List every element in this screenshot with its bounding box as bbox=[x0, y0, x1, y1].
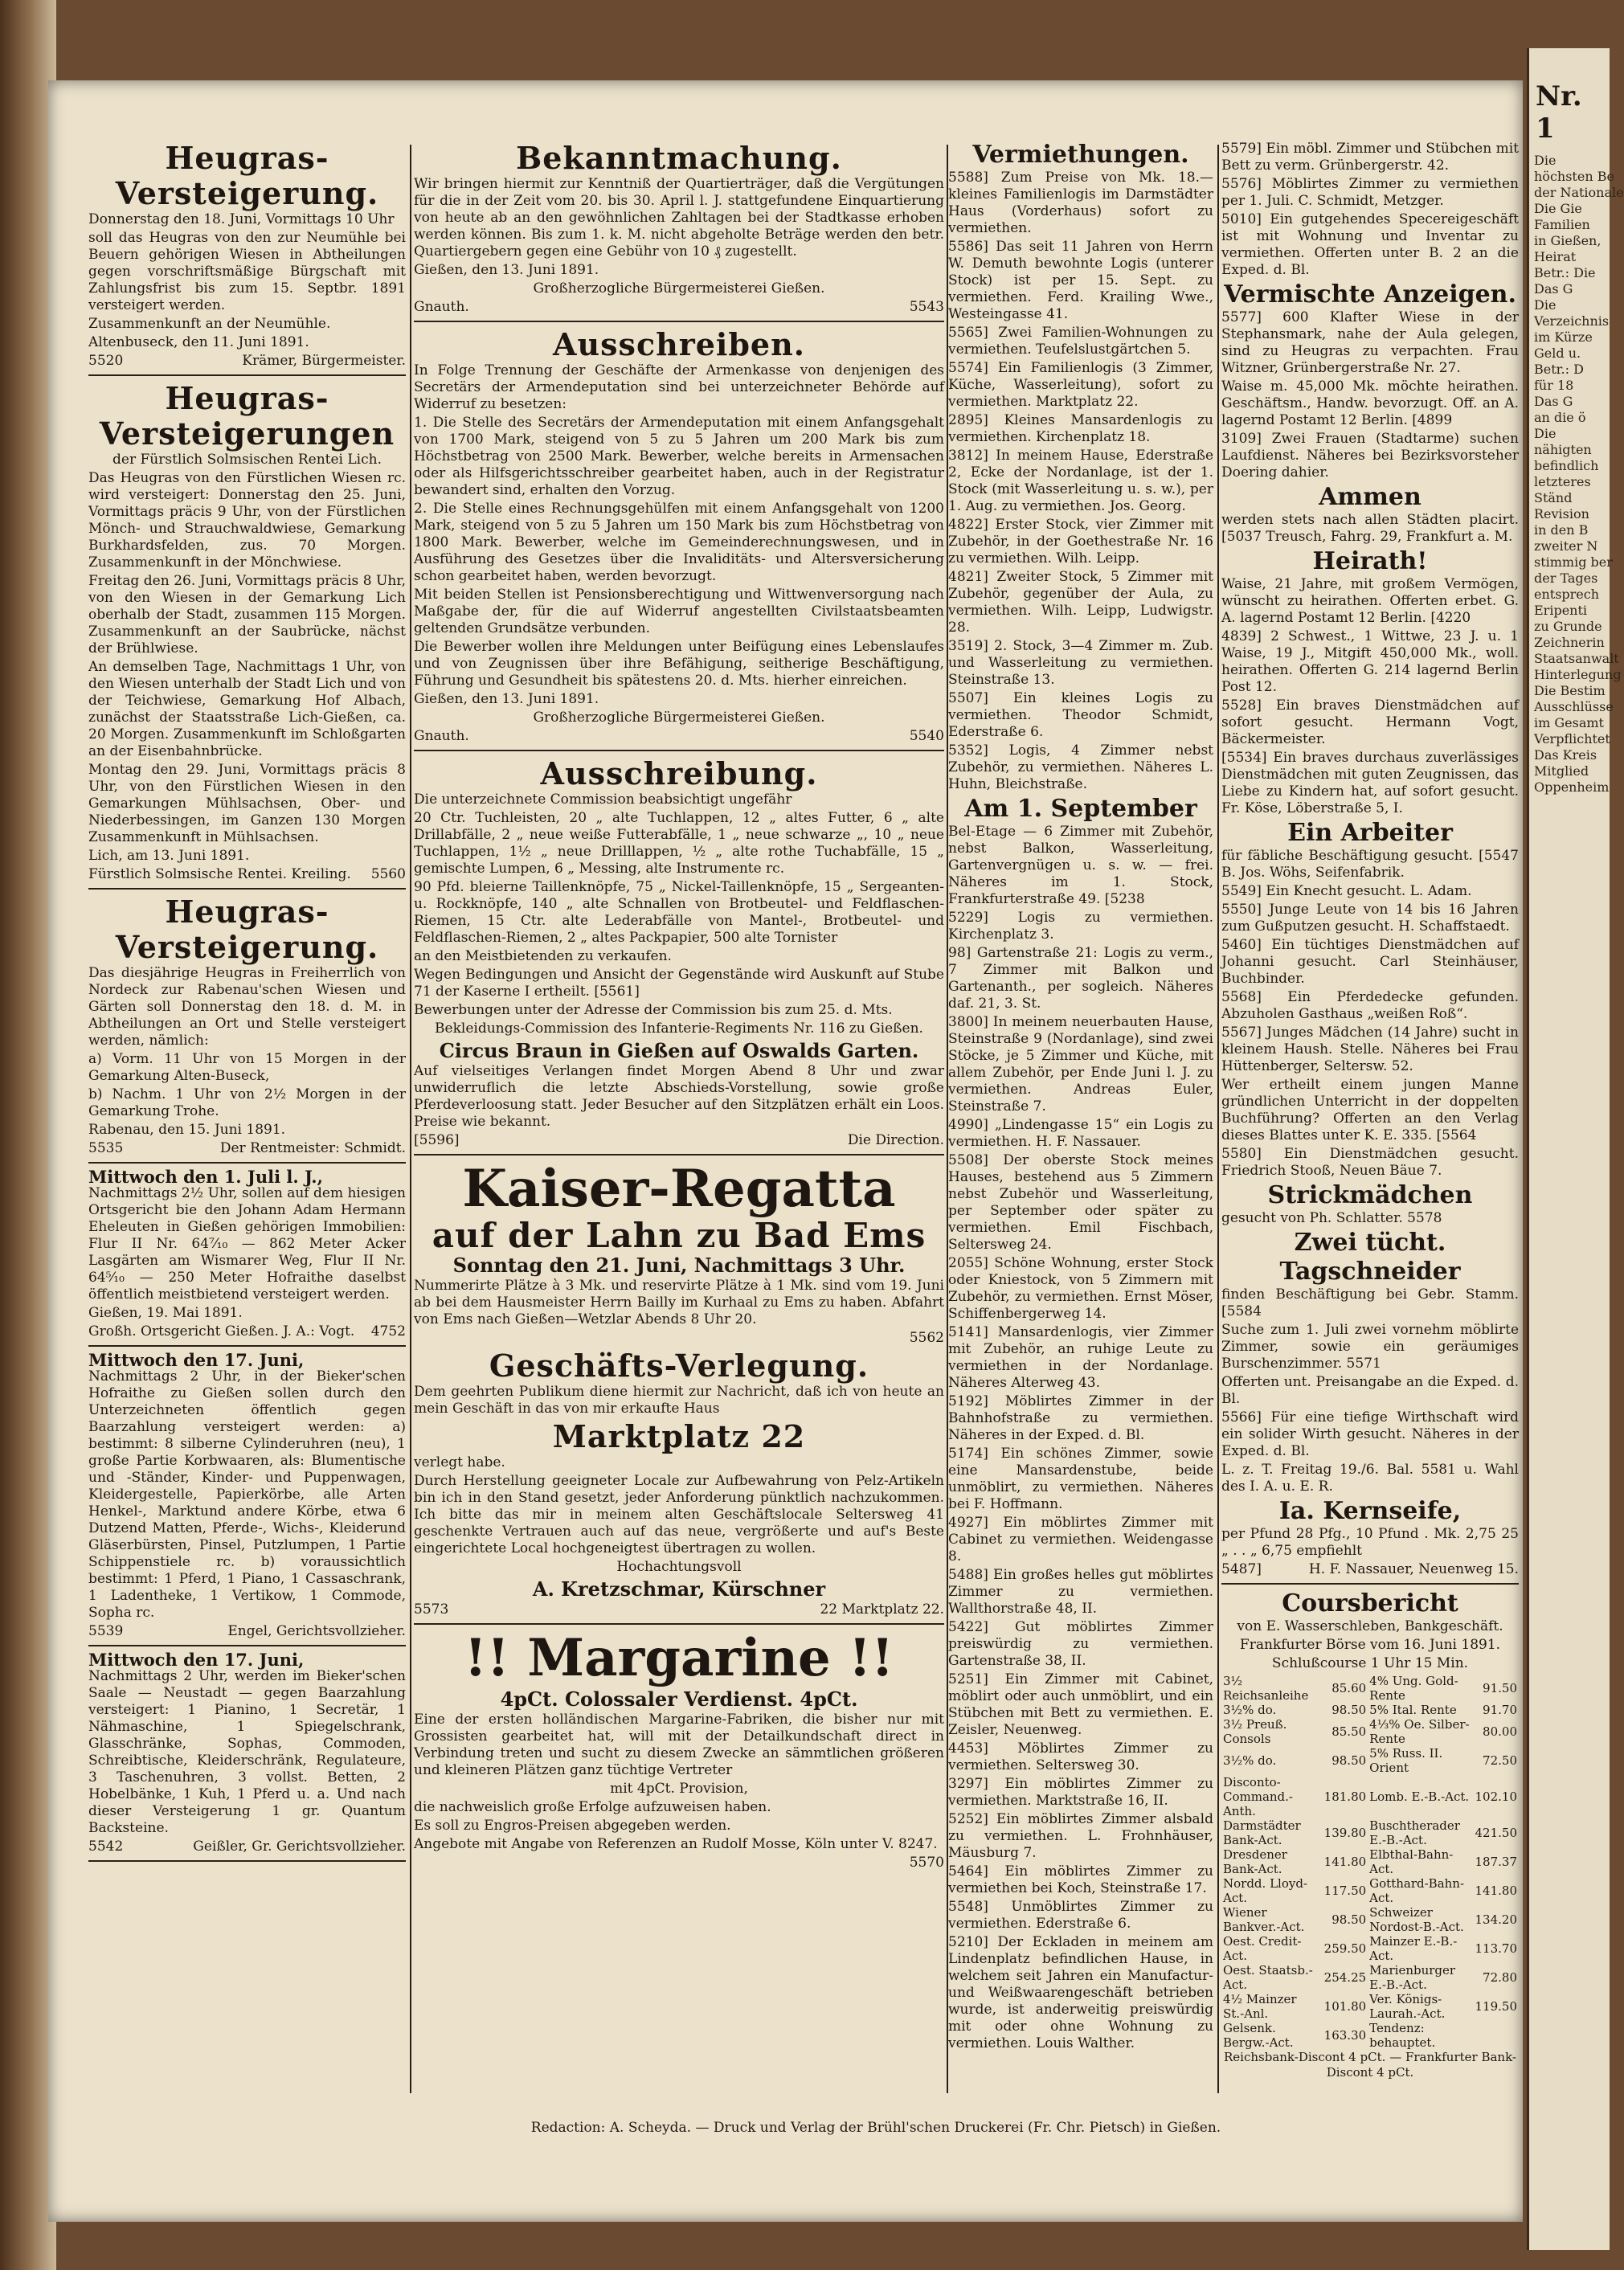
ad-separator bbox=[88, 1860, 406, 1862]
facing-page-line: Mitglied bbox=[1534, 763, 1589, 779]
coursbericht-cell: 85.60 bbox=[1332, 1681, 1367, 1695]
ad-date-heading: Mittwoch den 17. Juni, bbox=[88, 1350, 305, 1370]
ad-heading: Ia. Kernseife, bbox=[1278, 1497, 1462, 1525]
ad-heading: Ausschreiben. bbox=[553, 326, 805, 362]
coursbericht-row bbox=[1221, 1905, 1519, 1934]
ad-paragraph: b) Nachm. 1 Uhr von 2½ Morgen in der Gemarkung Trohe. bbox=[88, 1086, 406, 1119]
ad-paragraph: an den Meistbietenden zu verkaufen. bbox=[414, 948, 672, 964]
coursbericht-cell: Ver. Königs-Laurah.-Act. bbox=[1369, 1992, 1446, 2021]
ad-signature-left: Fürstlich Solmsische Rentei. Kreiling. bbox=[88, 866, 351, 882]
ad-signature-right: Krämer, Bürgermeister. bbox=[242, 353, 406, 369]
ad-paragraph: 5565] Zwei Familien-Wohnungen zu vermiethen. Teufelslustgärtchen 5. bbox=[948, 325, 1213, 358]
ad-paragraph: Gießen, den 13. Juni 1891. bbox=[414, 262, 599, 278]
ad-paragraph: 4927] Ein möblirtes Zimmer mit Cabinet zu vermiethen. Weidengasse 8. bbox=[948, 1515, 1213, 1564]
ad-paragraph: 4822] Erster Stock, vier Zimmer mit Zubehör, in der Goethestraße Nr. 16 zu vermiethen. Wilh. Leipp. bbox=[948, 517, 1213, 566]
ad-paragraph: 5141] Mansardenlogis, vier Zimmer mit Zubehör, an ruhige Leute zu vermiethen in der Nordanlage. Näheres Alterweg 43. bbox=[948, 1324, 1213, 1391]
ad-line: Großherzogliche Bürgermeisterei Gießen. bbox=[533, 710, 825, 726]
column-rule bbox=[1217, 145, 1219, 2093]
ad-heading: Strickmädchen bbox=[1267, 1181, 1473, 1209]
ad-separator bbox=[1221, 1583, 1519, 1585]
coursbericht-table bbox=[1221, 1674, 1519, 2050]
ad-paragraph: L. z. T. Freitag 19./6. Bal. 5581 u. Wahl des I. A. u. E. R. bbox=[1221, 1462, 1519, 1495]
ad-paragraph: 5210] Der Eckladen in meinem am Lindenplatz befindlichen Hause, in welchem seit Jahren ein Manufactur- und Weißwaarengeschäft betrieben wurde, ist anderweitig preiswürdig mit oder ohne Wohnung zu vermiethen. Louis Walther. bbox=[948, 1934, 1213, 2051]
coursbericht-cell: Marienburger E.-B.-Act. bbox=[1369, 1963, 1456, 1992]
ad-separator bbox=[414, 1154, 944, 1155]
column-2 bbox=[414, 141, 944, 1873]
ad-paragraph: 5251] Ein Zimmer mit Cabinet, möblirt oder auch unmöblirt, und ein Stübchen mit Bett zu vermiethen. E. Zeisler, Neuenweg. bbox=[948, 1671, 1213, 1738]
ad-separator bbox=[88, 1345, 406, 1347]
ad-signature-right: Engel, Gerichtsvollzieher. bbox=[227, 1623, 406, 1639]
coursbericht-cell: Dresdener Bank-Act. bbox=[1223, 1847, 1287, 1876]
coursbericht-discount: Reichsbank-Discont 4 pCt. — Frankfurter Bank-Discont 4 pCt. bbox=[1224, 2050, 1516, 2080]
ad-paragraph: 3297] Ein möblirtes Zimmer zu vermiethen. Marktstraße 16, II. bbox=[948, 1776, 1213, 1809]
ad-paragraph: Nachmittags 2 Uhr, werden im Bieker'schen Saale — Neustadt — gegen Baarzahlung versteigert: 1 Pianino, 1 Secretär, 1 Nähmaschine, 1 Spiegelschrank, Glasschränke, Sophas, Commoden, Schreibtische, Kleiderschränk, Regulateure, 3 Taschenuhren, 3 vollst. Betten, 2 Hobelbänke, 1 Kuh, 1 Pferd u. a. Und nach dieser Versteigerung 1 gr. Quantum Backsteine. bbox=[88, 1668, 406, 1836]
coursbericht-cell: 85.50 bbox=[1332, 1724, 1367, 1739]
facing-page-line: Das G bbox=[1534, 394, 1573, 409]
facing-page-line: Ständ bbox=[1534, 490, 1573, 505]
facing-page-line: für 18 bbox=[1534, 378, 1574, 393]
ad-signature-right: 22 Marktplatz 22. bbox=[820, 1601, 944, 1618]
coursbericht-cell: Schweizer Nordost-B.-Act. bbox=[1369, 1905, 1464, 1934]
ad-paragraph: 5550] Junge Leute von 14 bis 16 Jahren zum Gußputzen gesucht. H. Schaffstaedt. bbox=[1221, 902, 1519, 935]
coursbericht-cell: 101.80 bbox=[1323, 1999, 1367, 2014]
ad-number: 5570 bbox=[909, 1855, 944, 1871]
facing-page-line: letzteres bbox=[1534, 474, 1591, 489]
facing-page-line: stimmig ber bbox=[1534, 554, 1613, 570]
ad-signature-row bbox=[88, 1623, 406, 1640]
ad-paragraph: Altenbuseck, den 11. Juni 1891. bbox=[88, 334, 309, 350]
coursbericht-cell: Nordd. Lloyd-Act. bbox=[1223, 1876, 1307, 1905]
coursbericht-cell: Elbthal-Bahn-Act. bbox=[1369, 1847, 1454, 1876]
ad-separator bbox=[414, 321, 944, 322]
ad-paragraph: An demselben Tage, Nachmittags 1 Uhr, von den Wiesen unterhalb der Stadt Lich und von der Teichwiese, Gemarkung Hof Albach, zunächst der Staatsstraße Lich-Gießen, ca. 20 Morgen. Zusammenkunft im Schloßgarten an der Eisenbahnbrücke. bbox=[88, 659, 406, 759]
facing-page-line: Betr.: Die bbox=[1534, 265, 1596, 280]
ad-paragraph: 5010] Ein gutgehendes Specereigeschäft ist mit Wohnung und Inventar zu vermiethen. Offerten unter B. 2 an die Exped. d. Bl. bbox=[1221, 211, 1519, 278]
facing-page-line: Das Kreis bbox=[1534, 747, 1597, 763]
ad-line: Großherzogliche Bürgermeisterei Gießen. bbox=[533, 280, 825, 297]
ad-separator bbox=[414, 750, 944, 751]
facing-page-number: Nr. 1 bbox=[1536, 80, 1582, 145]
ad-heading: Bekanntmachung. bbox=[516, 140, 842, 176]
coursbericht-cell bbox=[1473, 2021, 1519, 2050]
ad-paragraph: 5507] Ein kleines Logis zu vermiethen. Theodor Schmidt, Ederstraße 6. bbox=[948, 690, 1213, 740]
facing-page-line: nähigten bbox=[1534, 442, 1592, 457]
facing-page-line: Geld u. bbox=[1534, 346, 1581, 361]
coursbericht-row bbox=[1221, 1847, 1519, 1876]
facing-page-line: Die Gie bbox=[1534, 201, 1582, 216]
ad-paragraph: 3519] 2. Stock, 3—4 Zimmer m. Zub. und Wasserleitung zu vermiethen. Steinstraße 13. bbox=[948, 638, 1213, 688]
coursbericht-cell: 259.50 bbox=[1323, 1941, 1367, 1956]
ad-signature-left: Gnauth. bbox=[414, 299, 469, 315]
ad-signature-row bbox=[414, 1601, 944, 1618]
ad-paragraph: verlegt habe. bbox=[414, 1454, 505, 1470]
ad-paragraph: 5464] Ein möblirtes Zimmer zu vermiethen bei Koch, Steinstraße 17. bbox=[948, 1863, 1213, 1896]
facing-page-line: Verpflichtet bbox=[1534, 731, 1610, 746]
coursbericht-cell: 3½ Reichsanleihe bbox=[1223, 1674, 1309, 1703]
coursbericht-cell: 163.30 bbox=[1323, 2028, 1367, 2043]
facing-page-line: in Gießen, bbox=[1534, 233, 1602, 248]
ad-paragraph: 5460] Ein tüchtiges Dienstmädchen auf Johanni gesucht. Carl Steinhäuser, Buchbinder. bbox=[1221, 937, 1519, 987]
coursbericht-cell: Gelsenk. Bergw.-Act. bbox=[1223, 2021, 1294, 2050]
ad-signature-row bbox=[414, 728, 944, 745]
ad-paragraph: 5528] Ein braves Dienstmädchen auf sofort gesucht. Hermann Vogt, Bäckermeister. bbox=[1221, 697, 1519, 747]
coursbericht-cell: 5% Ital. Rente bbox=[1369, 1703, 1457, 1717]
ad-paragraph: 3109] Zwei Frauen (Stadtarme) suchen Laufdienst. Näheres bei Bezirksvorsteher Doering dahier. bbox=[1221, 431, 1519, 481]
coursbericht-cell: 3½% do. bbox=[1223, 1753, 1277, 1768]
ad-subheading: Circus Braun in Gießen auf Oswalds Garten. bbox=[439, 1039, 919, 1062]
ad-paragraph: Waise, 21 Jahre, mit großem Vermögen, wünscht zu heirathen. Offerten erbet. G. A. lagernd Postamt 12 Berlin. [4220 bbox=[1221, 576, 1519, 626]
ad-signature-right: 4752 bbox=[370, 1323, 406, 1340]
ad-signature-right: 5560 bbox=[370, 866, 406, 882]
coursbericht-cell: 102.10 bbox=[1475, 1789, 1517, 1804]
ad-heading: Heugras-Versteigerungen bbox=[99, 380, 395, 452]
ad-signature-left: 5535 bbox=[88, 1140, 124, 1156]
ad-paragraph: die nachweislich große Erfolge aufzuweisen haben. bbox=[414, 1799, 771, 1815]
ad-paragraph: 2055] Schöne Wohnung, erster Stock oder Kniestock, von 5 Zimmern mit Zubehör, zu vermiethen. Ernst Möser, Schiffenbergerweg 14. bbox=[948, 1255, 1213, 1322]
facing-page-line: Zeichnerin bbox=[1534, 635, 1605, 650]
ad-paragraph: 5192] Möblirtes Zimmer in der Bahnhofstraße zu vermiethen. Näheres in der Exped. d. Bl. bbox=[948, 1393, 1213, 1443]
facing-page-line: Die bbox=[1534, 297, 1557, 313]
ad-paragraph: In Folge Trennung der Geschäfte der Armenkasse von denjenigen des Secretärs der Armendeputation sind bei unterzeichneter Behörde auf Widerruf zu besetzen: bbox=[414, 362, 944, 412]
ad-separator bbox=[88, 374, 406, 376]
ad-paragraph: 20 Ctr. Tuchleisten, 20 „ alte Tuchlappen, 12 „ altes Futter, 6 „ alte Drillabfälle, 2 „ neue weiße Futterabfälle, 1 „ neue schwarze „, 10 „ neue Tuchlappen, 1½ „ neue Drilllappen, ½ „ alte rothe Tuchabfälle, 15 „ gemischte Lumpen, 6 „ Messing, alte Instrumente rc. bbox=[414, 810, 944, 877]
facing-page-line: in den B bbox=[1534, 522, 1589, 538]
ad-signature-left: [5596] bbox=[414, 1132, 460, 1148]
ad-paragraph: 5549] Ein Knecht gesucht. L. Adam. bbox=[1221, 883, 1472, 899]
ad-paragraph: 5422] Gut möblirtes Zimmer preiswürdig zu vermiethen. Gartenstraße 38, II. bbox=[948, 1619, 1213, 1669]
ad-signature-row bbox=[1221, 1561, 1519, 1578]
ad-heading: Ein Arbeiter bbox=[1287, 819, 1453, 847]
facing-page-line: Die Bestim bbox=[1534, 683, 1606, 698]
ad-paragraph: Gießen, den 13. Juni 1891. bbox=[414, 691, 599, 707]
facing-page-line: zu Grunde bbox=[1534, 619, 1602, 634]
ad-paragraph: Die Bewerber wollen ihre Meldungen unter Beifügung eines Lebenslaufes und von Zeugnissen über ihre Befähigung, seitherige Beschäftigung, Führung und Gesundheit bis spätestens 20. d. Mts. hierher einreichen. bbox=[414, 639, 944, 689]
ad-signature-row bbox=[88, 1323, 406, 1340]
ad-signature-row bbox=[88, 866, 406, 883]
coursbericht-cell: 187.37 bbox=[1475, 1855, 1517, 1869]
coursbericht-cell: 421.50 bbox=[1475, 1826, 1517, 1840]
coursbericht-row bbox=[1221, 1717, 1519, 1746]
ad-paragraph: 5580] Ein Dienstmädchen gesucht. Friedrich Stooß, Neuen Bäue 7. bbox=[1221, 1146, 1519, 1179]
ad-paragraph: 90 Pfd. bleierne Taillenknöpfe, 75 „ Nickel-Taillenknöpfe, 15 „ Sergeanten- u. Rockknöpfe, 140 „ alte Schnallen von Brotbeutel- und Feldflaschen-Riemen, 15 Ctr. alte Lederabfälle von Mantel-, Brotbeutel- und Feldflaschen-Riemen, 2 „ altes Packpapier, 500 alte Tornister bbox=[414, 879, 944, 946]
ad-date-heading: Mittwoch den 1. Juli l. J., bbox=[88, 1167, 323, 1187]
ad-line: von E. Wasserschleben, Bankgeschäft. bbox=[1237, 1618, 1503, 1634]
facing-page-line: an die ö bbox=[1534, 410, 1586, 425]
ad-signature-right: Der Rentmeister: Schmidt. bbox=[219, 1140, 406, 1156]
ad-line: Frankfurter Börse vom 16. Juni 1891. bbox=[1239, 1637, 1501, 1653]
ad-signature-left: 5542 bbox=[88, 1838, 124, 1855]
ad-paragraph: Das diesjährige Heugras in Freiherrlich von Nordeck zur Rabenau'schen Wiesen und Gärten soll Donnerstag den 18. d. M. in Abtheilungen an Ort und Stelle versteigert werden, nämlich: bbox=[88, 965, 406, 1049]
ad-signature-left: 5573 bbox=[414, 1601, 449, 1618]
facing-page-line: Ausschlüsse bbox=[1534, 699, 1614, 714]
ad-signature-row bbox=[88, 1140, 406, 1157]
coursbericht-cell: 5% Russ. II. Orient bbox=[1369, 1746, 1443, 1775]
coursbericht-row bbox=[1221, 2021, 1519, 2050]
ad-paragraph: 5567] Junges Mädchen (14 Jahre) sucht in kleinem Haush. Stelle. Näheres bei Frau Hüttenberger, Seltersw. 52. bbox=[1221, 1025, 1519, 1074]
ad-separator bbox=[414, 1623, 944, 1625]
ad-paragraph: 3800] In meinem neuerbauten Hause, Steinstraße 9 (Nordanlage), sind zwei Stöcke, je 5 Zimmer und Küche, mit allem Zubehör, per Ende Juni l. J. zu vermiethen. Andreas Euler, Steinstraße 7. bbox=[948, 1014, 1213, 1115]
ad-paragraph: 5508] Der oberste Stock meines Hauses, bestehend aus 5 Zimmern nebst Zubehör und Wasserleitung, per September oder später zu vermiethen. Emil Fischbach, Seltersweg 24. bbox=[948, 1152, 1213, 1253]
ad-paragraph: Es soll zu Engros-Preisen abgegeben werden. bbox=[414, 1818, 731, 1834]
ad-paragraph: Das Heugras von den Fürstlichen Wiesen rc. wird versteigert: Donnerstag den 25. Juni, Vormittags präcis 9 Uhr, von der Fürstlichen Mönch- und Strauchwaldwiese, Gemarkung Burkhardsfelden, zus. 70 Morgen. Zusammenkunft in der Mönchwiese. bbox=[88, 470, 406, 571]
coursbericht-cell: Oest. Staatsb.-Act. bbox=[1223, 1963, 1313, 1992]
ad-paragraph: Wir bringen hiermit zur Kenntniß der Quartierträger, daß die Vergütungen für die in der Zeit vom 20. bis 30. April l. J. stattgefundene Einquartierung von heute ab an den gewöhnlichen Zahltagen bei der Stadtkasse erhoben werden können. Bis zum 1. k. M. nicht abgeholte Beträge werden den betr. Quartiergebern gegen eine Gebühr von 10 ₰ zugestellt. bbox=[414, 176, 944, 260]
ad-paragraph: a) Vorm. 11 Uhr von 15 Morgen in der Gemarkung Alten-Buseck, bbox=[88, 1051, 406, 1084]
ad-paragraph: 5576] Möblirtes Zimmer zu vermiethen per 1. Juli. C. Schmidt, Metzger. bbox=[1221, 176, 1519, 209]
facing-page-line: im Kürze bbox=[1534, 329, 1593, 345]
facing-page-line: zweiter N bbox=[1534, 538, 1598, 554]
ad-heading: Heugras-Versteigerung. bbox=[115, 140, 379, 211]
ad-paragraph: 1. Die Stelle des Secretärs der Armendeputation mit einem Anfangsgehalt von 1700 Mark, steigend von 5 zu 5 Jahren um 200 Mark bis zum Höchstbetrag von 2500 Mark. Bewerber, welche bereits in Armensachen oder als Hilfsgerichtsschreiber gearbeitet haben, auch in der Registratur bewandert sind, erhalten den Vorzug. bbox=[414, 415, 944, 498]
ad-paragraph: per Pfund 28 Pfg., 10 Pfund . Mk. 2,75 25 „ . . „ 6,75 empfiehlt bbox=[1221, 1526, 1519, 1559]
ad-line: Bekleidungs-Commission des Infanterie-Regiments Nr. 116 zu Gießen. bbox=[435, 1020, 923, 1037]
ad-heading: Vermiethungen. bbox=[972, 141, 1189, 169]
facing-page-line: Das G bbox=[1534, 281, 1573, 297]
facing-page-line: entsprech bbox=[1534, 587, 1600, 602]
ad-paragraph: werden stets nach allen Städten placirt. [5037 Treusch, Fahrg. 29, Frankfurt a. M. bbox=[1221, 512, 1519, 545]
ad-separator bbox=[88, 1645, 406, 1646]
ad-paragraph: Donnerstag den 18. Juni, Vormittags 10 Uhr bbox=[88, 211, 395, 227]
ad-line: der Fürstlich Solmsischen Rentei Lich. bbox=[112, 452, 382, 468]
ad-heading-large: Kaiser-Regatta bbox=[462, 1159, 896, 1219]
column-4 bbox=[1221, 141, 1519, 2082]
coursbericht-cell: Mainzer E.-B.-Act. bbox=[1369, 1934, 1458, 1963]
ad-heading: Heugras-Versteigerung. bbox=[115, 894, 379, 965]
ad-paragraph: Lich, am 13. Juni 1891. bbox=[88, 848, 250, 864]
coursbericht-cell: 181.80 bbox=[1323, 1789, 1367, 1804]
coursbericht-cell: 4⅓% Oe. Silber-Rente bbox=[1369, 1717, 1470, 1746]
facing-page-line: Oppenheim bbox=[1534, 779, 1610, 795]
ad-heading: Geschäfts-Verlegung. bbox=[489, 1348, 869, 1384]
ad-separator bbox=[88, 1162, 406, 1164]
coursbericht-cell: 134.20 bbox=[1475, 1912, 1517, 1927]
ad-signature-row bbox=[414, 1132, 944, 1149]
ad-subheading: A. Kretzschmar, Kürschner bbox=[532, 1577, 826, 1601]
coursbericht-cell: 3½% do. bbox=[1223, 1703, 1277, 1717]
ad-heading: Heirath! bbox=[1312, 547, 1428, 575]
ad-signature-left: Großh. Ortsgericht Gießen. J. A.: Vogt. bbox=[88, 1323, 355, 1340]
coursbericht-cell: Oest. Credit-Act. bbox=[1223, 1934, 1302, 1963]
ad-paragraph: Nummerirte Plätze à 3 Mk. und reservirte Plätze à 1 Mk. sind vom 19. Juni ab bei dem Hausmeister Herrn Bailly im Kurhaal zu Ems zu haben. Abfahrt von Ems nach Gießen—Wetzlar Abends 8 Uhr 20. bbox=[414, 1278, 944, 1327]
facing-page-line: Familien bbox=[1534, 217, 1590, 232]
ad-signature-row bbox=[88, 353, 406, 370]
ad-subheading: Sonntag den 21. Juni, Nachmittags 3 Uhr. bbox=[452, 1254, 906, 1277]
ad-paragraph: Mit beiden Stellen ist Pensionsberechtigung und Wittwenversorgung nach Maßgabe der, für die auf Widerruf angestellten Civilstaatsbeamten geltenden Grundsätze verbunden. bbox=[414, 587, 944, 636]
coursbericht-cell: Wiener Bankver.-Act. bbox=[1223, 1905, 1305, 1934]
coursbericht-row bbox=[1221, 1674, 1519, 1703]
ad-paragraph: 4821] Zweiter Stock, 5 Zimmer mit Zubehör, gegenüber der Aula, zu vermiethen. Wilh. Leipp, Ludwigstr. 28. bbox=[948, 569, 1213, 636]
facing-page-line: Heirat bbox=[1534, 249, 1577, 264]
ad-line: mit 4pCt. Provision, bbox=[610, 1781, 748, 1797]
ad-paragraph: Wegen Bedingungen und Ansicht der Gegenstände wird Auskunft auf Stube 71 der Kaserne I ertheilt. [5561] bbox=[414, 967, 944, 1000]
ad-paragraph: Durch Herstellung geeigneter Locale zur Aufbewahrung von Pelz-Artikeln bin ich in den Stand gesetzt, jeder Anforderung pünktlich nachzukommen. Ich bitte das mir in meinem alten Geschäftslocale Seltersweg 41 geschenkte Vertrauen auch auf das neue, vergrößerte und auf's Beste eingerichtete Local hochgeneigtest übertragen zu wollen. bbox=[414, 1473, 944, 1556]
imprint-footer: Redaction: A. Scheyda. — Druck und Verlag der Brühl'schen Druckerei (Fr. Chr. Pietsch) in Gießen. bbox=[530, 2120, 1221, 2136]
ad-paragraph: 4990] „Lindengasse 15“ ein Logis zu vermiethen. H. F. Nassauer. bbox=[948, 1117, 1213, 1150]
ad-paragraph: 5488] Ein großes helles gut möblirtes Zimmer zu vermiethen. Wallthorstraße 48, II. bbox=[948, 1567, 1213, 1617]
coursbericht-row bbox=[1221, 1876, 1519, 1905]
ad-paragraph: Dem geehrten Publikum diene hiermit zur Nachricht, daß ich von heute an mein Geschäft in das von mir erkaufte Haus bbox=[414, 1384, 944, 1417]
ad-heading: Zwei tücht. Tagschneider bbox=[1279, 1229, 1461, 1286]
ad-heading: Vermischte Anzeigen. bbox=[1224, 280, 1516, 309]
facing-page-line: der Tages bbox=[1534, 571, 1598, 586]
ad-paragraph: Montag den 29. Juni, Vormittags präcis 8 Uhr, von den Fürstlichen Wiesen in den Gemarkungen Mühlsachsen, Ober- und Niederbessingen, im Ganzen 130 Morgen Zusammenkunft in Mühlsachsen. bbox=[88, 762, 406, 845]
ad-paragraph: 5352] Logis, 4 Zimmer nebst Zubehör, zu vermiethen. Näheres L. Huhn, Bleichstraße. bbox=[948, 742, 1213, 792]
coursbericht-row bbox=[1221, 1746, 1519, 1775]
facing-page-line: Betr.: D bbox=[1534, 362, 1584, 377]
ad-paragraph: 3812] In meinem Hause, Ederstraße 2, Ecke der Nordanlage, ist der 1. Stock (mit Wasserleitung u. s. w.), per 1. Aug. zu vermiethen. Jos. Georg. bbox=[948, 448, 1213, 514]
coursbericht-row bbox=[1221, 1703, 1519, 1717]
coursbericht-cell: 80.00 bbox=[1483, 1724, 1517, 1739]
ad-paragraph: Offerten unt. Preisangabe an die Exped. d. Bl. bbox=[1221, 1374, 1519, 1407]
ad-signature-left: 5539 bbox=[88, 1623, 124, 1639]
coursbericht-cell: Tendenz: behauptet. bbox=[1369, 2021, 1436, 2050]
column-1 bbox=[88, 141, 406, 1867]
ad-paragraph: gesucht von Ph. Schlatter. 5578 bbox=[1221, 1210, 1442, 1226]
ad-heading-large: !! Margarine !! bbox=[464, 1628, 894, 1688]
facing-page bbox=[1527, 48, 1624, 2250]
facing-page-line: befindlich bbox=[1534, 458, 1599, 473]
coursbericht-cell: 91.50 bbox=[1483, 1681, 1517, 1695]
ad-paragraph: Eine der ersten holländischen Margarine-Fabriken, die bisher nur mit Grossisten gearbeitet hat, will mit der Detailkundschaft direct in Verbindung treten und sucht zu diesem Zwecke an sämmtlichen größeren und kleineren Plätzen ganz tüchtige Vertreter bbox=[414, 1712, 944, 1778]
ad-paragraph: 4453] Möblirtes Zimmer zu vermiethen. Seltersweg 30. bbox=[948, 1740, 1213, 1773]
facing-page-line: Die bbox=[1534, 426, 1557, 441]
facing-page-line: Revision bbox=[1534, 506, 1589, 521]
coursbericht-row bbox=[1221, 1992, 1519, 2021]
ad-paragraph: Angebote mit Angabe von Referenzen an Rudolf Mosse, Köln unter V. 8247. bbox=[414, 1836, 938, 1852]
coursbericht-cell: 254.25 bbox=[1323, 1970, 1367, 1985]
coursbericht-cell: 72.80 bbox=[1483, 1970, 1517, 1985]
ad-signature-left: 5520 bbox=[88, 353, 124, 369]
ad-date-heading: Mittwoch den 17. Juni, bbox=[88, 1650, 305, 1670]
ad-heading: Coursbericht bbox=[1282, 1589, 1458, 1618]
ad-heading: Marktplatz 22 bbox=[552, 1418, 806, 1454]
coursbericht-cell: 91.70 bbox=[1483, 1703, 1517, 1717]
ad-paragraph: 5574] Ein Familienlogis (3 Zimmer, Küche, Wasserleitung), sofort zu vermiethen. Marktplatz 22. bbox=[948, 360, 1213, 410]
coursbericht-row bbox=[1221, 1818, 1519, 1847]
ad-paragraph: Bel-Etage — 6 Zimmer mit Zubehör, nebst Balkon, Wasserleitung, Gartenvergnügen u. s. w. — frei. Näheres im 1. Stock, Frankfurterstraße 49. [5238 bbox=[948, 824, 1213, 907]
coursbericht-cell: 98.50 bbox=[1332, 1703, 1367, 1717]
coursbericht-cell: 72.50 bbox=[1483, 1753, 1517, 1768]
facing-page-line: Hinterlegung bbox=[1534, 667, 1622, 682]
ad-paragraph: Nachmittags 2 Uhr, in der Bieker'schen Hofraithe zu Gießen sollen durch den Unterzeichneten öffentlich gegen Baarzahlung versteigert werden: a) bestimmt: 8 silberne Cylinderuhren (neu), 1 große Partie Korbwaaren, als: Blumentische und -Ständer, Kinder- und Puppenwagen, Kleidergestelle, Papierkörbe, alle Arten Henkel-, Marktund andere Körbe, etwa 6 Dutzend Matten, Pferde-, Wichs-, Kleiderund Gläserbürsten, Pinsel, Putzlumpen, 1 Partie Schippenstiele rc. b) voraussichtlich bestimmt: 1 Pferd, 1 Piano, 1 Cassaschrank, 1 Ladentheke, 1 Vertikow, 1 Commode, Sopha rc. bbox=[88, 1368, 406, 1621]
coursbericht-cell: Buschtherader E.-B.-Act. bbox=[1369, 1818, 1460, 1847]
coursbericht-row bbox=[1221, 1934, 1519, 1963]
ad-paragraph: 5588] Zum Preise von Mk. 18.— kleines Familienlogis im Darmstädter Haus (Vorderhaus) sofort zu vermiethen. bbox=[948, 170, 1213, 236]
ad-paragraph: 5174] Ein schönes Zimmer, sowie eine Mansardenstube, beide unmöblirt, zu vermiethen. Näheres bei F. Hoffmann. bbox=[948, 1446, 1213, 1512]
coursbericht-cell: 119.50 bbox=[1475, 1999, 1517, 2014]
coursbericht-cell: 117.50 bbox=[1323, 1883, 1367, 1898]
coursbericht-cell: 4% Ung. Gold-Rente bbox=[1369, 1674, 1458, 1703]
ad-signature-right: H. F. Nassauer, Neuenweg 15. bbox=[1308, 1561, 1519, 1577]
ad-paragraph: soll das Heugras von den zur Neumühle bei Beuern gehörigen Wiesen in Abtheilungen gegen vorschriftsmäßige Bürgschaft mit Zahlungsfrist bis zum 15. Septbr. 1891 versteigert werden. bbox=[88, 230, 406, 313]
coursbericht-row bbox=[1221, 1963, 1519, 1992]
ad-number: 5562 bbox=[909, 1330, 944, 1346]
ad-paragraph: Die unterzeichnete Commission beabsichtigt ungefähr bbox=[414, 791, 792, 808]
ad-paragraph: 2895] Kleines Mansardenlogis zu vermiethen. Kirchenplatz 18. bbox=[948, 412, 1213, 445]
coursbericht-cell: Darmstädter Bank-Act. bbox=[1223, 1818, 1301, 1847]
ad-paragraph: 5579] Ein möbl. Zimmer und Stübchen mit Bett zu verm. Grünbergerstr. 42. bbox=[1221, 141, 1519, 174]
facing-page-line: Eripenti bbox=[1534, 603, 1588, 618]
coursbericht-cell: 4½ Mainzer St.-Anl. bbox=[1223, 1992, 1297, 2021]
ad-paragraph: 5566] Für eine tiefige Wirthschaft wird ein solider Wirth gesucht. Näheres in der Exped. d. Bl. bbox=[1221, 1409, 1519, 1459]
ad-heading: Ausschreibung. bbox=[540, 755, 818, 791]
ad-paragraph: 98] Gartenstraße 21: Logis zu verm., 7 Zimmer mit Balkon und Gartenanth., per sogleich. Näheres daf. 21, 3. St. bbox=[948, 945, 1213, 1012]
ad-line: Schlußcourse 1 Uhr 15 Min. bbox=[1271, 1655, 1469, 1671]
ad-heading: Am 1. September bbox=[964, 795, 1197, 823]
ad-signature-right: 5540 bbox=[909, 728, 944, 744]
ad-paragraph: [5534] Ein braves durchaus zuverlässiges Dienstmädchen mit guten Zeugnissen, das Liebe zu Kindern hat, auf sofort gesucht. Fr. Köse, Löberstraße 5, I. bbox=[1221, 750, 1519, 816]
ad-line: Hochachtungsvoll bbox=[616, 1559, 742, 1575]
coursbericht-row bbox=[1221, 1775, 1519, 1818]
facing-page-line: der Nationale bbox=[1534, 185, 1624, 200]
ad-separator bbox=[88, 888, 406, 890]
ad-heading: auf der Lahn zu Bad Ems bbox=[432, 1216, 927, 1255]
ad-paragraph: Zusammenkunft an der Neumühle. bbox=[88, 316, 331, 332]
ad-paragraph: Wer ertheilt einem jungen Manne gründlichen Unterricht in der doppelten Buchführung? Offerten an den Verlag dieses Blattes unter K. E. 335. [5564 bbox=[1221, 1077, 1519, 1143]
facing-page-line: höchsten Be bbox=[1534, 169, 1614, 184]
coursbericht-cell: 141.80 bbox=[1323, 1855, 1367, 1869]
coursbericht-cell: 98.50 bbox=[1332, 1912, 1367, 1927]
facing-page-line: Staatsanwalt bbox=[1534, 651, 1619, 666]
ad-signature-left: 5487] bbox=[1221, 1561, 1262, 1577]
ad-paragraph: Suche zum 1. Juli zwei vornehm möblirte Zimmer, sowie ein geräumiges Burschenzimmer. 5571 bbox=[1221, 1322, 1519, 1372]
ad-paragraph: Auf vielseitiges Verlangen findet Morgen Abend 8 Uhr und zwar unwiderruflich die letzte Abschieds-Vorstellung, sowie große Pferdeverloosung statt. Jeder Besucher auf den Sitzplätzen erhält ein Loos. Preise wie bekannt. bbox=[414, 1063, 944, 1130]
ad-paragraph: 5568] Ein Pferdedecke gefunden. Abzuholen Gasthaus „weißen Roß“. bbox=[1221, 989, 1519, 1022]
ad-paragraph: Freitag den 26. Juni, Vormittags präcis 8 Uhr, von den Wiesen in der Gemarkung Lich oberhalb der Stadt, zusammen 115 Morgen. Zusammenkunft an der Saubrücke, nächst der Brühlwiese. bbox=[88, 573, 406, 656]
ad-paragraph: 5586] Das seit 11 Jahren von Herrn W. Demuth bewohnte Logis (unterer Stock) ist per 15. Sept. zu vermiethen. Ferd. Krailing Wwe., Westeingasse 41. bbox=[948, 239, 1213, 322]
facing-page-line: im Gesamt bbox=[1534, 715, 1604, 730]
coursbericht-cell: 113.70 bbox=[1475, 1941, 1517, 1956]
column-3 bbox=[948, 141, 1213, 2054]
ad-paragraph: 4839] 2 Schwest., 1 Wittwe, 23 J. u. 1 Waise, 19 J., Mitgift 450,000 Mk., woll. heirathen. Offerten G. 214 lagernd Berlin Post 12. bbox=[1221, 628, 1519, 695]
facing-page-line: Verzeichnis bbox=[1534, 313, 1610, 329]
ad-signature-right: Die Direction. bbox=[847, 1132, 944, 1148]
coursbericht-cell: 141.80 bbox=[1475, 1883, 1517, 1898]
ad-paragraph: Bewerbungen unter der Adresse der Commission bis zum 25. d. Mts. bbox=[414, 1002, 893, 1018]
column-rule bbox=[410, 145, 411, 2093]
ad-subheading: 4pCt. Colossaler Verdienst. 4pCt. bbox=[500, 1687, 858, 1711]
facing-page-line: Die bbox=[1534, 153, 1557, 168]
ad-paragraph: finden Beschäftigung bei Gebr. Stamm. [5584 bbox=[1221, 1286, 1519, 1319]
ad-signature-left: Gnauth. bbox=[414, 728, 469, 744]
ad-signature-right: Geißler, Gr. Gerichtsvollzieher. bbox=[193, 1838, 406, 1855]
ad-paragraph: Waise m. 45,000 Mk. möchte heirathen. Geschäftsm., Handw. bevorzugt. Off. an A. lagernd Postamt 12 Berlin. [4899 bbox=[1221, 378, 1519, 428]
coursbericht-cell: Disconto-Command.-Anth. bbox=[1223, 1775, 1293, 1818]
ad-paragraph: 5577] 600 Klafter Wiese in der Stephansmark, nahe der Aula gelegen, sind zu Heugras zu verpachten. Frau Witzner, Grünbergerstraße Nr. 27. bbox=[1221, 309, 1519, 376]
ad-heading: Ammen bbox=[1319, 483, 1422, 511]
ad-signature-row bbox=[414, 299, 944, 316]
coursbericht-cell: 139.80 bbox=[1323, 1826, 1367, 1840]
ad-paragraph: 2. Die Stelle eines Rechnungsgehülfen mit einem Anfangsgehalt von 1200 Mark, steigend von 5 zu 5 Jahren um 150 Mark bis zum Höchstbetrag von 1800 Mark. Bewerber, welche im Gemeinderechnungswesen, und in Ausführung des Gesetzes über die Invaliditäts- und Altersversicherung schon gearbeitet haben, werden bevorzugt. bbox=[414, 501, 944, 584]
ad-paragraph: 5229] Logis zu vermiethen. Kirchenplatz 3. bbox=[948, 910, 1213, 943]
coursbericht-cell: 98.50 bbox=[1332, 1753, 1367, 1768]
ad-paragraph: Gießen, 19. Mai 1891. bbox=[88, 1305, 243, 1321]
ad-signature-row bbox=[88, 1838, 406, 1855]
ad-paragraph: Rabenau, den 15. Juni 1891. bbox=[88, 1122, 286, 1138]
ad-paragraph: 5252] Ein möblirtes Zimmer alsbald zu vermiethen. L. Frohnhäuser, Mäusburg 7. bbox=[948, 1811, 1213, 1861]
ad-paragraph: 5548] Unmöblirtes Zimmer zu vermiethen. Ederstraße 6. bbox=[948, 1899, 1213, 1932]
ad-signature-right: 5543 bbox=[909, 299, 944, 315]
facing-page-text bbox=[1529, 153, 1624, 796]
coursbericht-cell: Lomb. E.-B.-Act. bbox=[1369, 1789, 1470, 1804]
coursbericht-cell: Gotthard-Bahn-Act. bbox=[1369, 1876, 1465, 1905]
ad-paragraph: Nachmittags 2½ Uhr, sollen auf dem hiesigen Ortsgericht bie den Johann Adam Hermann Eheleuten in Gießen gehörigen Immobilien: Flur II Nr. 64⁷⁄₁₀ — 862 Meter Acker Lasgärten am Wismarer Weg, Flur II Nr. 64⁵⁄₁₀ — 250 Meter Hofraithe daselbst öffentlich meistbietend versteigert werden. bbox=[88, 1185, 406, 1303]
ad-paragraph: für fäbliche Beschäftigung gesucht. [5547 B. Jos. Wöhs, Seifenfabrik. bbox=[1221, 848, 1519, 881]
coursbericht-cell: 3½ Preuß. Consols bbox=[1223, 1717, 1287, 1746]
